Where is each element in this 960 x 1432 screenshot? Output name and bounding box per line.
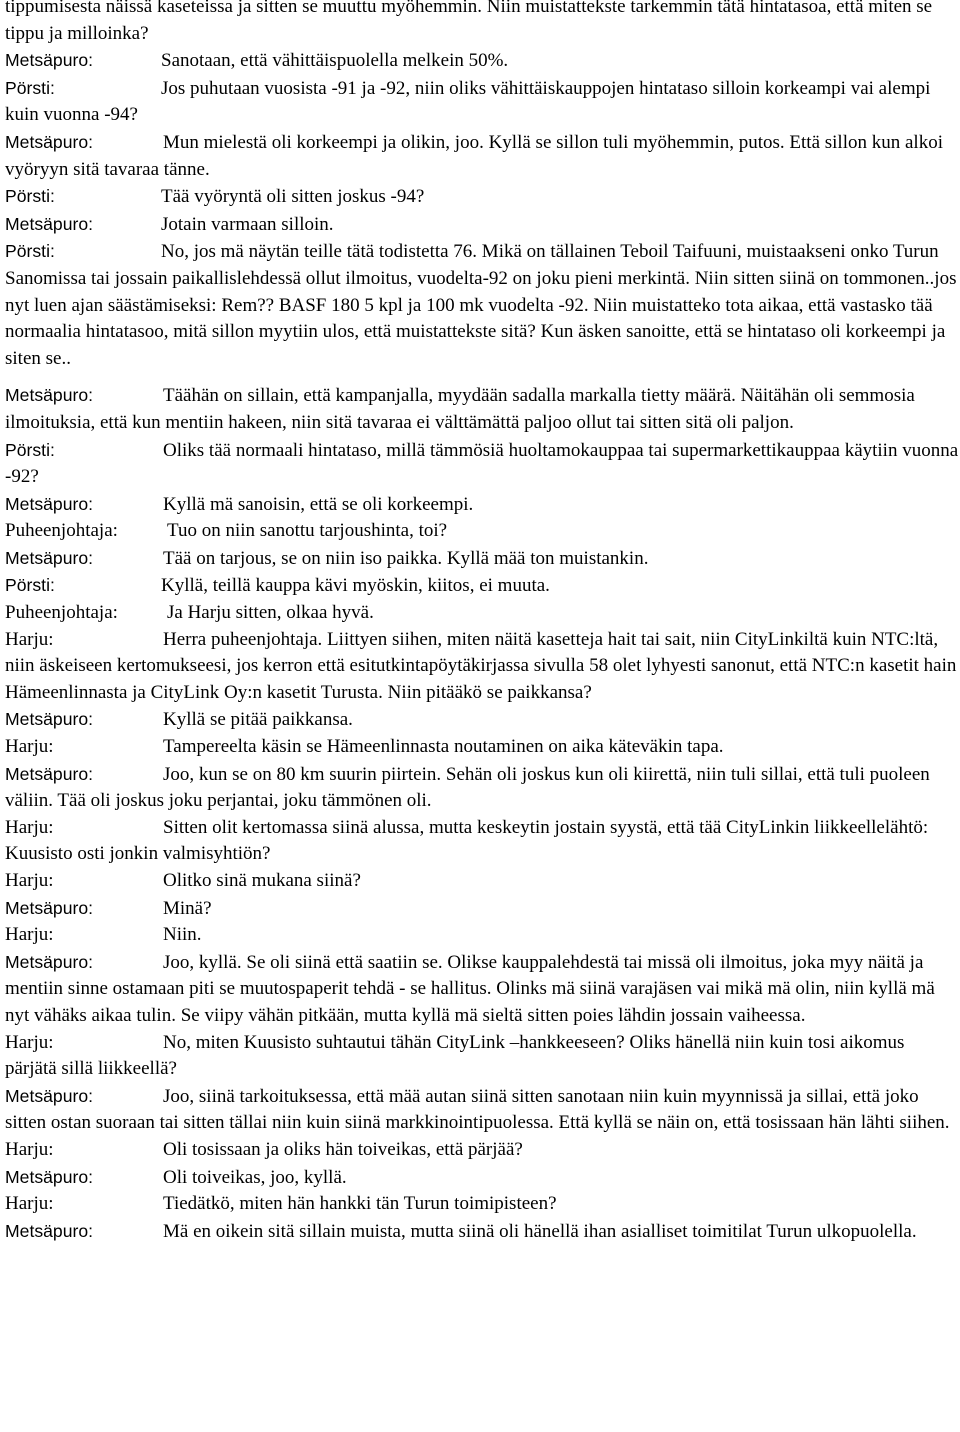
transcript-paragraph bbox=[5, 922, 960, 949]
transcript-paragraph bbox=[5, 238, 960, 372]
speaker-label: Metsäpuro: bbox=[5, 50, 94, 71]
speech-text: No, jos mä näytän teille tätä todistetta 76. Mikä on tällainen Teboil Taifuuni, muistaakseni onko Turun Sanomissa tai jossain paikallislehdessä ollut ilmoitus, vuodelta-92 on joku pieni merkintä. Niin sitten siinä on tommonen..jos nyt luen ajan säästämiseksi: Rem?? BASF 180 5 kpl ja 100 mk vuodelta -92. Niin muistatteko tota aikaa, että vastasko tää normaalia hintatasoo, mitä sillon myytiin ulos, että muistattekste sitä? Kun äsken sanoitte, että se hintataso oli korkeempi ja siten se.. bbox=[5, 241, 957, 369]
transcript-paragraph bbox=[5, 815, 960, 868]
transcript-paragraph bbox=[5, 1030, 960, 1083]
speaker-label: Metsäpuro: bbox=[5, 385, 94, 406]
speaker-label: Metsäpuro: bbox=[5, 131, 94, 152]
speaker-label: Harju: bbox=[5, 870, 54, 891]
speech-text: Tää on tarjous, se on niin iso paikka. Kyllä mää ton muistankin. bbox=[163, 547, 649, 569]
speech-text: Kyllä se pitää paikkansa. bbox=[163, 709, 353, 731]
speech-text: Oli toiveikas, joo, kyllä. bbox=[163, 1166, 347, 1188]
transcript-paragraph bbox=[5, 211, 960, 239]
transcript-paragraph bbox=[5, 491, 960, 519]
speech-text: Mä en oikein sitä sillain muista, mutta siinä oli hänellä ihan asialliset toimitilat Turun ulkopuolella. bbox=[163, 1220, 917, 1242]
transcript-paragraph bbox=[5, 572, 960, 600]
transcript-paragraph bbox=[5, 1218, 960, 1246]
speech-text: Kyllä, teillä kauppa kävi myöskin, kiitos, ei muuta. bbox=[161, 575, 550, 597]
transcript-paragraph bbox=[5, 183, 960, 211]
speech-text: tippumisesta näissä kaseteissa ja sitten se muuttu myöhemmin. Niin muistattekste tarkemmin tätä hintatasoa, että miten se tippu ja milloinka? bbox=[5, 0, 933, 44]
speech-text: Niin. bbox=[163, 924, 202, 946]
speaker-label: Puheenjohtaja: bbox=[5, 520, 118, 542]
transcript-paragraph bbox=[5, 75, 960, 129]
speech-text: Minä? bbox=[163, 897, 212, 919]
speaker-label: Harju: bbox=[5, 816, 54, 838]
transcript-paragraph bbox=[5, 129, 960, 183]
speaker-label: Metsäpuro: bbox=[5, 1085, 94, 1106]
speaker-label: Metsäpuro: bbox=[5, 493, 94, 514]
speaker-label: Puheenjohtaja: bbox=[5, 602, 118, 624]
speaker-label: Harju: bbox=[5, 736, 54, 758]
transcript-paragraph bbox=[5, 47, 960, 75]
speaker-label: Harju: bbox=[5, 924, 54, 946]
transcript-paragraph bbox=[5, 1191, 960, 1218]
transcript-paragraph bbox=[5, 0, 960, 47]
speech-text: No, miten Kuusisto suhtautui tähän CityLink –hankkeeseen? Oliks hänellä niin kuin tosi aikomus pärjätä sillä liikkeellä? bbox=[5, 1031, 905, 1080]
speech-text: Ja Harju sitten, olkaa hyvä. bbox=[167, 602, 374, 624]
speech-text: Joo, kyllä. Se oli siinä että saatiin se. Olikse kauppalehdestä tai missä oli ilmoitus, joka myy näitä ja mentiin sinne ostamaan piti se muutospaperit tehdä - se hallitus. Olinks mä siinä varajäsen vai mikä mä olin, niin kyllä mä nyt vähäks aikaa tulin. Se viipy vähän pitkään, mutta kyllä mä sieltä sitten poies lähdin jossain vaiheessa. bbox=[5, 951, 935, 1026]
transcript-paragraph bbox=[5, 600, 960, 627]
transcript-paragraph bbox=[5, 518, 960, 545]
transcript-paragraph bbox=[5, 734, 960, 761]
speech-text: Oliks tää normaali hintataso, millä tämmösiä huoltamokauppaa tai supermarkettikauppaa käytiin vuonna -92? bbox=[5, 439, 959, 488]
speech-text: Herra puheenjohtaja. Liittyen siihen, miten näitä kasetteja hait tai sait, niin CityLinkiltä kuin NTC:ltä, niin äskeiseen kertomukseesi, jos kerron että esitutkintapöytäkirjassa sivulla 58 olet lyhyesti sanonut, että NTC:n kasetit hain Hämeenlinnasta ja CityLink Oy:n kasetit Turusta. Niin pitääkö se paikkansa? bbox=[5, 628, 957, 703]
speaker-label: Metsäpuro: bbox=[5, 213, 94, 234]
speech-text: Tiedätkö, miten hän hankki tän Turun toimipisteen? bbox=[163, 1193, 557, 1215]
speaker-label: Pörsti: bbox=[5, 439, 55, 460]
speaker-label: Metsäpuro: bbox=[5, 547, 94, 568]
speech-text: Oli tosissaan ja oliks hän toiveikas, että pärjää? bbox=[163, 1138, 523, 1160]
transcript-paragraph bbox=[5, 1083, 960, 1137]
speaker-label: Pörsti: bbox=[5, 241, 55, 262]
speech-text: Jos puhutaan vuosista -91 ja -92, niin oliks vähittäiskauppojen hintataso silloin korkeampi vai alempi kuin vuonna -94? bbox=[5, 77, 931, 126]
speaker-label: Metsäpuro: bbox=[5, 897, 94, 918]
speech-text: Joo, kun se on 80 km suurin piirtein. Sehän oli joskus kun oli kiirettä, niin tuli sillai, että tuli puoleen väliin. Tää oli joskus joku perjantai, joku tämmönen oli. bbox=[5, 763, 930, 812]
transcript-paragraph bbox=[5, 437, 960, 491]
speaker-label: Metsäpuro: bbox=[5, 1220, 94, 1241]
speech-text: Sanotaan, että vähittäispuolella melkein 50%. bbox=[161, 50, 509, 72]
speech-text: Sitten olit kertomassa siinä alussa, mutta keskeytin jostain syystä, että tää CityLinkin liikkeellelähtö: Kuusisto osti jonkin valmisyhtiön? bbox=[5, 816, 929, 865]
speaker-label: Harju: bbox=[5, 628, 54, 650]
speaker-label: Pörsti: bbox=[5, 186, 55, 207]
speech-text: Kyllä mä sanoisin, että se oli korkeempi. bbox=[163, 493, 474, 515]
speaker-label: Metsäpuro: bbox=[5, 763, 94, 784]
transcript-paragraph bbox=[5, 895, 960, 923]
transcript-paragraph bbox=[5, 706, 960, 734]
speaker-label: Harju: bbox=[5, 1138, 54, 1160]
speech-text: Tuo on niin sanottu tarjoushinta, toi? bbox=[167, 520, 448, 542]
speaker-label: Metsäpuro: bbox=[5, 951, 94, 972]
speech-text: Täähän on sillain, että kampanjalla, myydään sadalla markalla tietty määrä. Näitähän oli semmosia ilmoituksia, että kun mentiin hakeen, niin sitä tavaraa ei välttämättä paljoo ollut tai sitten sitä oli paljon. bbox=[5, 385, 915, 433]
speech-text: Joo, siinä tarkoituksessa, että mää autan siinä sitten sanotaan niin kuin myynnissä ja sillai, että joko sitten ostan suoraan tai sitten tällai niin kuin siinä markkinointipuolessa. Että kyllä se näin on, että tosissaan hän lähti siihen. bbox=[5, 1085, 950, 1134]
transcript-paragraph bbox=[5, 868, 960, 895]
transcript-paragraph bbox=[5, 1164, 960, 1192]
speaker-label: Pörsti: bbox=[5, 575, 55, 596]
speech-text: Jotain varmaan silloin. bbox=[161, 213, 334, 235]
transcript-paragraph bbox=[5, 949, 960, 1030]
speech-text: Mun mielestä oli korkeempi ja olikin, joo. Kyllä se sillon tuli myöhemmin, putos. Että sillon kun alkoi vyöryyn sitä tavaraa tänne. bbox=[5, 131, 943, 180]
transcript-paragraph bbox=[5, 761, 960, 815]
speaker-label: Pörsti: bbox=[5, 77, 55, 98]
speaker-label: Harju: bbox=[5, 1193, 54, 1215]
speech-text: Olitko sinä mukana siinä? bbox=[163, 870, 361, 891]
document-body bbox=[5, 0, 960, 1245]
transcript-paragraph bbox=[5, 382, 960, 436]
speaker-label: Harju: bbox=[5, 1031, 54, 1053]
transcript-paragraph bbox=[5, 627, 960, 707]
transcript-paragraph bbox=[5, 1137, 960, 1164]
speaker-label: Metsäpuro: bbox=[5, 1166, 94, 1187]
speech-text: Tää vyöryntä oli sitten joskus -94? bbox=[161, 186, 425, 208]
transcript-paragraph bbox=[5, 545, 960, 573]
speaker-label: Metsäpuro: bbox=[5, 709, 94, 730]
speech-text: Tampereelta käsin se Hämeenlinnasta noutaminen on aika käteväkin tapa. bbox=[163, 736, 724, 758]
